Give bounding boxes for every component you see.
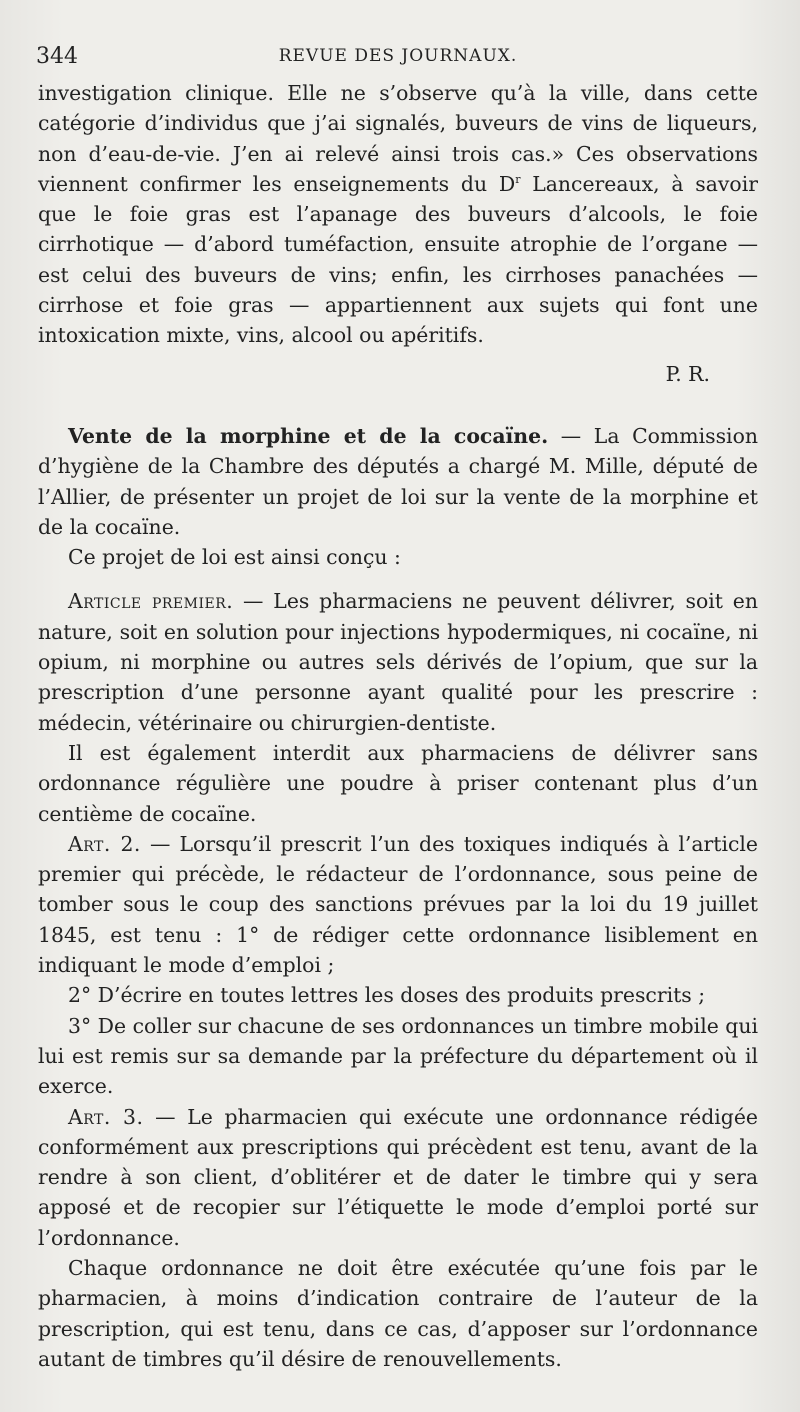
continuation-text: investigation clinique. Elle ne s’observe qu’à la ville, dans cette catégorie d’individus que j’ai signalés, buveurs de vins de liqueurs, non d’eau-de-vie. J’en ai relevé ainsi trois cas.» Ces observations viennent confirmer les enseignements du D	[38, 81, 758, 196]
article-2-text: — Lorsqu’il prescrit l’un des toxiques indiqués à l’article premier qui précède, le rédacteur de l’ordonnance, sous peine de tomber sous le coup des sanctions prévues par la loi du 19 juillet 1845, est tenu : 1° de rédiger cette ordonnance lisiblement en indiquant le mode d’emploi ;	[38, 831, 758, 978]
doctor-abbrev-superscript: r	[515, 173, 521, 187]
article-title: Vente de la morphine et de la cocaïne.	[68, 423, 549, 448]
article-1-label: Article premier.	[68, 589, 234, 614]
continuation-paragraph	[38, 78, 758, 351]
article-2-paragraph	[38, 829, 758, 980]
article-intro-text: — La Commission d’hygiène de la Chambre des députés a chargé M. Mille, député de l’Allier, de présenter un projet de loi sur la vente de la morphine et de la cocaïne.	[38, 423, 758, 539]
author-signature: P. R.	[665, 361, 710, 386]
article-2-item-2: 2° D’écrire en toutes lettres les doses des produits prescrits ;	[68, 983, 706, 1008]
article-1-paragraph	[38, 586, 758, 737]
article-3-text: — Le pharmacien qui exécute une ordonnance rédigée conformément aux prescriptions qui précèdent est tenu, avant de la rendre à son client, d’oblitérer et de dater le timbre qui y sera apposé et de recopier sur l’étiquette le mode d’emploi porté sur l’ordonnance.	[38, 1104, 758, 1250]
article-intro-paragraph	[38, 421, 758, 542]
article-2-label: Art. 2.	[68, 831, 141, 856]
article-1-paragraph-2: Il est également interdit aux pharmaciens de délivrer sans ordonnance régulière une poudre à priser contenant plus d’un centième de cocaïne.	[38, 740, 758, 826]
running-head: REVUE DES JOURNAUX.	[278, 46, 518, 66]
article-3-paragraph	[38, 1102, 758, 1253]
article-1-text: — Les pharmaciens ne peuvent délivrer, soit en nature, soit en solution pour injections hypodermiques, ni cocaïne, ni opium, ni morphine ou autres sels dérivés de l’opium, que sur la prescription d’une personne ayant qualité pour les prescrire : médecin, vétérinaire ou chirurgien-dentiste.	[38, 589, 758, 735]
continuation-text-end: Lancereaux, à savoir que le foie gras est l’apanage des buveurs d’alcools, le foie cirrhotique — d’abord tuméfaction, ensuite atrophie de l’organe — est celui des buveurs de vins; enfin, les cirrhoses panachées — cirrhose et foie gras — appartiennent aux sujets qui font une intoxication mixte, vins, alcool ou apéritifs.	[38, 171, 758, 348]
page-number: 344	[36, 44, 78, 69]
article-3-label: Art. 3.	[68, 1104, 144, 1129]
page-header	[36, 44, 760, 74]
article-2-item-3: 3° De coller sur chacune de ses ordonnances un timbre mobile qui lui est remis sur sa demande par la préfecture du département où il exerce.	[38, 1013, 758, 1099]
article-3-paragraph-2: Chaque ordonnance ne doit être exécutée qu’une fois par le pharmacien, à moins d’indication contraire de l’auteur de la prescription, qui est tenu, dans ce cas, d’apposer sur l’ordonnance autant de timbres qu’il désire de renouvellements.	[38, 1255, 758, 1371]
article-intro-paragraph-2: Ce projet de loi est ainsi conçu :	[68, 545, 401, 570]
body-text	[38, 78, 758, 1374]
